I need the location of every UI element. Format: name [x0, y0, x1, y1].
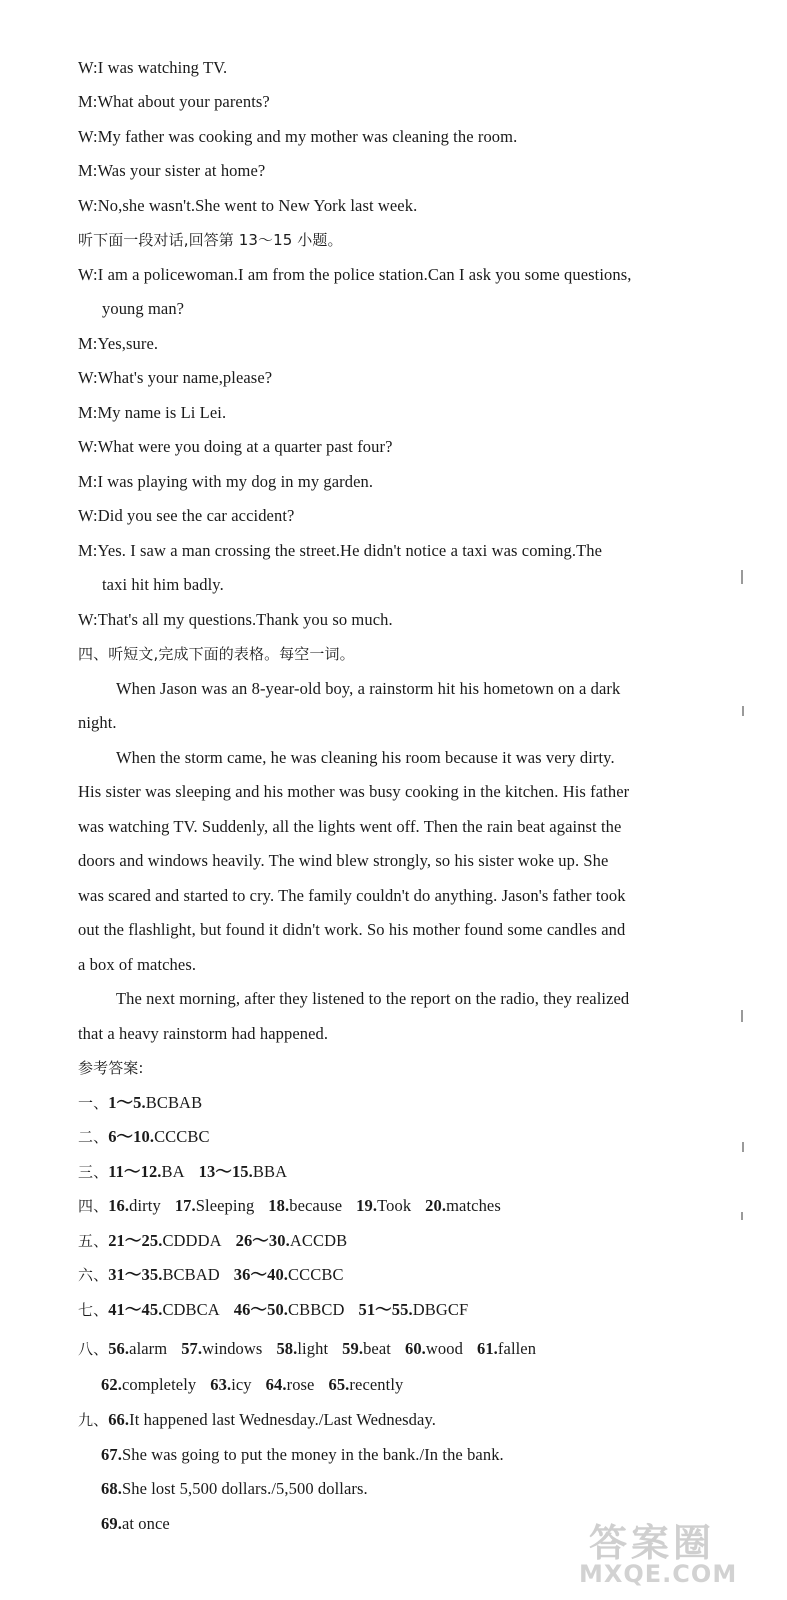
dialogue-line: W:What were you doing at a quarter past four?: [78, 437, 393, 456]
answer-section-label: 三、: [78, 1163, 109, 1181]
section-heading: 四、听短文,完成下面的表格。每空一词。: [78, 645, 355, 663]
answer-row-9: [78, 1409, 436, 1431]
answer-section-label: 九、: [78, 1411, 109, 1429]
answer-section-label: 八、: [78, 1340, 109, 1358]
dialogue-line: W:I was watching TV.: [78, 58, 228, 77]
answer-number: 59.: [342, 1339, 364, 1358]
dialogue-line: M:I was playing with my dog in my garden.: [78, 472, 374, 491]
answer-value: fallen: [497, 1339, 537, 1358]
section-instruction: 听下面一段对话,回答第 13～15 小题。: [78, 231, 343, 249]
dialogue-line: W:That's all my questions.Thank you so much.: [78, 610, 393, 629]
answer-value: icy: [231, 1375, 252, 1394]
answer-value: It happened last Wednesday./Last Wednesday.: [129, 1410, 436, 1429]
answer-value: windows: [202, 1339, 263, 1358]
passage-line: a box of matches.: [78, 955, 197, 974]
passage-line: was watching TV. Suddenly, all the lights went off. Then the rain beat against the: [78, 817, 622, 836]
answer-number: 21～25.: [108, 1231, 163, 1250]
answer-value: DBGCF: [412, 1300, 469, 1319]
answer-row-8-continued: [101, 1374, 403, 1396]
dialogue-line: W:Did you see the car accident?: [78, 506, 295, 525]
answer-number: 60.: [404, 1339, 426, 1358]
answer-row-8: [78, 1338, 536, 1360]
dialogue-line: M:Was your sister at home?: [78, 161, 266, 180]
answer-number: 1～5.: [108, 1093, 146, 1112]
answer-value: BBA: [252, 1162, 288, 1181]
answer-value: dirty: [129, 1196, 161, 1215]
answer-row-5: [78, 1230, 347, 1252]
dialogue-line: M:My name is Li Lei.: [78, 403, 227, 422]
answer-value: She was going to put the money in the bank./In the bank.: [121, 1445, 504, 1464]
answer-value: BCBAD: [162, 1265, 220, 1284]
answer-row-2: [78, 1126, 210, 1148]
answer-section-label: 二、: [78, 1128, 109, 1146]
answer-number: 20.: [425, 1196, 447, 1215]
answer-value: CBBCD: [288, 1300, 345, 1319]
answer-number: 51～55.: [358, 1300, 413, 1319]
answer-number: 36～40.: [233, 1265, 289, 1284]
answer-number: 18.: [268, 1196, 290, 1215]
passage-line: doors and windows heavily. The wind blew strongly, so his sister woke up. She: [78, 851, 609, 870]
answer-number: 67.: [101, 1445, 122, 1464]
answer-value: light: [297, 1339, 329, 1358]
answer-value: Took: [377, 1196, 412, 1215]
watermark-logo-text: 答案圈: [589, 1521, 716, 1565]
answer-number: 26～30.: [235, 1231, 290, 1250]
scan-speck: [741, 1212, 743, 1220]
answer-number: 6～10.: [108, 1127, 155, 1146]
dialogue-line-continuation: young man?: [102, 299, 185, 318]
answer-value: CDBCA: [162, 1300, 220, 1319]
answer-value: alarm: [129, 1339, 168, 1358]
answer-number: 57.: [181, 1339, 203, 1358]
answer-value: CCCBC: [154, 1127, 210, 1146]
passage-line: The next morning, after they listened to the report on the radio, they realized: [116, 989, 630, 1008]
answer-number: 58.: [276, 1339, 298, 1358]
answer-value: completely: [121, 1375, 197, 1394]
watermark-url-text: MXQE.COM: [579, 1560, 738, 1588]
passage-line: that a heavy rainstorm had happened.: [78, 1024, 329, 1043]
answer-value: She lost 5,500 dollars./5,500 dollars.: [121, 1479, 368, 1498]
dialogue-line: W:What's your name,please?: [78, 368, 273, 387]
scan-speck: [742, 706, 744, 716]
answer-number: 65.: [328, 1375, 350, 1394]
answer-number: 19.: [356, 1196, 378, 1215]
answer-row-9-continued: [101, 1513, 170, 1535]
answer-value: Sleeping: [195, 1196, 255, 1215]
answer-number: 66.: [108, 1410, 130, 1429]
answer-section-label: 四、: [78, 1197, 109, 1215]
answer-value: CDDDA: [162, 1231, 222, 1250]
answer-number: 61.: [476, 1339, 498, 1358]
passage-line: His sister was sleeping and his mother was busy cooking in the kitchen. His father: [78, 782, 630, 801]
answer-number: 41～45.: [108, 1300, 163, 1319]
answer-row-9-continued: [101, 1444, 504, 1466]
passage-line: out the flashlight, but found it didn't work. So his mother found some candles and: [78, 920, 626, 939]
answer-section-label: 一、: [78, 1094, 109, 1112]
answer-number: 17.: [174, 1196, 196, 1215]
answer-number: 63.: [210, 1375, 232, 1394]
answer-number: 31～35.: [108, 1265, 163, 1284]
dialogue-line: M:What about your parents?: [78, 92, 270, 111]
passage-line: was scared and started to cry. The family couldn't do anything. Jason's father took: [78, 886, 626, 905]
dialogue-line: W:No,she wasn't.She went to New York last week.: [78, 196, 418, 215]
answer-value: rose: [286, 1375, 315, 1394]
passage-line: When Jason was an 8-year-old boy, a rainstorm hit his hometown on a dark: [116, 679, 621, 698]
answer-row-4: [78, 1195, 501, 1217]
answer-number: 46～50.: [233, 1300, 289, 1319]
answer-number: 68.: [101, 1479, 122, 1498]
answer-section-label: 七、: [78, 1301, 109, 1319]
answer-number: 16.: [108, 1196, 130, 1215]
answer-value: CCCBC: [288, 1265, 344, 1284]
answer-section-label: 六、: [78, 1266, 109, 1284]
answer-number: 64.: [265, 1375, 287, 1394]
answer-number: 11～12.: [108, 1162, 162, 1181]
answer-value: because: [289, 1196, 343, 1215]
answer-row-7: [78, 1299, 468, 1321]
answer-number: 69.: [101, 1514, 122, 1533]
site-watermark: [579, 1512, 769, 1594]
answer-number: 62.: [101, 1375, 122, 1394]
dialogue-line: M:Yes,sure.: [78, 334, 159, 353]
answer-value: BA: [161, 1162, 185, 1181]
answer-value: beat: [363, 1339, 391, 1358]
answer-row-1: [78, 1092, 202, 1114]
answer-row-3: [78, 1161, 287, 1183]
dialogue-line: W:I am a policewoman.I am from the police station.Can I ask you some questions,: [78, 265, 632, 284]
answer-section-label: 五、: [78, 1232, 109, 1250]
answer-value: wood: [425, 1339, 463, 1358]
answer-number: 13～15.: [198, 1162, 253, 1181]
answer-row-9-continued: [101, 1478, 368, 1500]
passage-line: When the storm came, he was cleaning his room because it was very dirty.: [116, 748, 615, 767]
answer-value: at once: [121, 1514, 170, 1533]
scan-speck: [741, 570, 743, 584]
answer-value: matches: [446, 1196, 501, 1215]
scan-speck: [741, 1010, 743, 1022]
dialogue-line: M:Yes. I saw a man crossing the street.He didn't notice a taxi was coming.The: [78, 541, 603, 560]
answer-value: ACCDB: [289, 1231, 348, 1250]
answer-value: BCBAB: [145, 1093, 203, 1112]
answer-number: 56.: [108, 1339, 130, 1358]
answer-key-heading: 参考答案:: [78, 1059, 144, 1077]
dialogue-line-continuation: taxi hit him badly.: [102, 575, 224, 594]
answer-row-6: [78, 1264, 344, 1286]
scan-speck: [742, 1142, 744, 1152]
answer-value: recently: [349, 1375, 404, 1394]
dialogue-line: W:My father was cooking and my mother was cleaning the room.: [78, 127, 518, 146]
passage-line: night.: [78, 713, 117, 732]
